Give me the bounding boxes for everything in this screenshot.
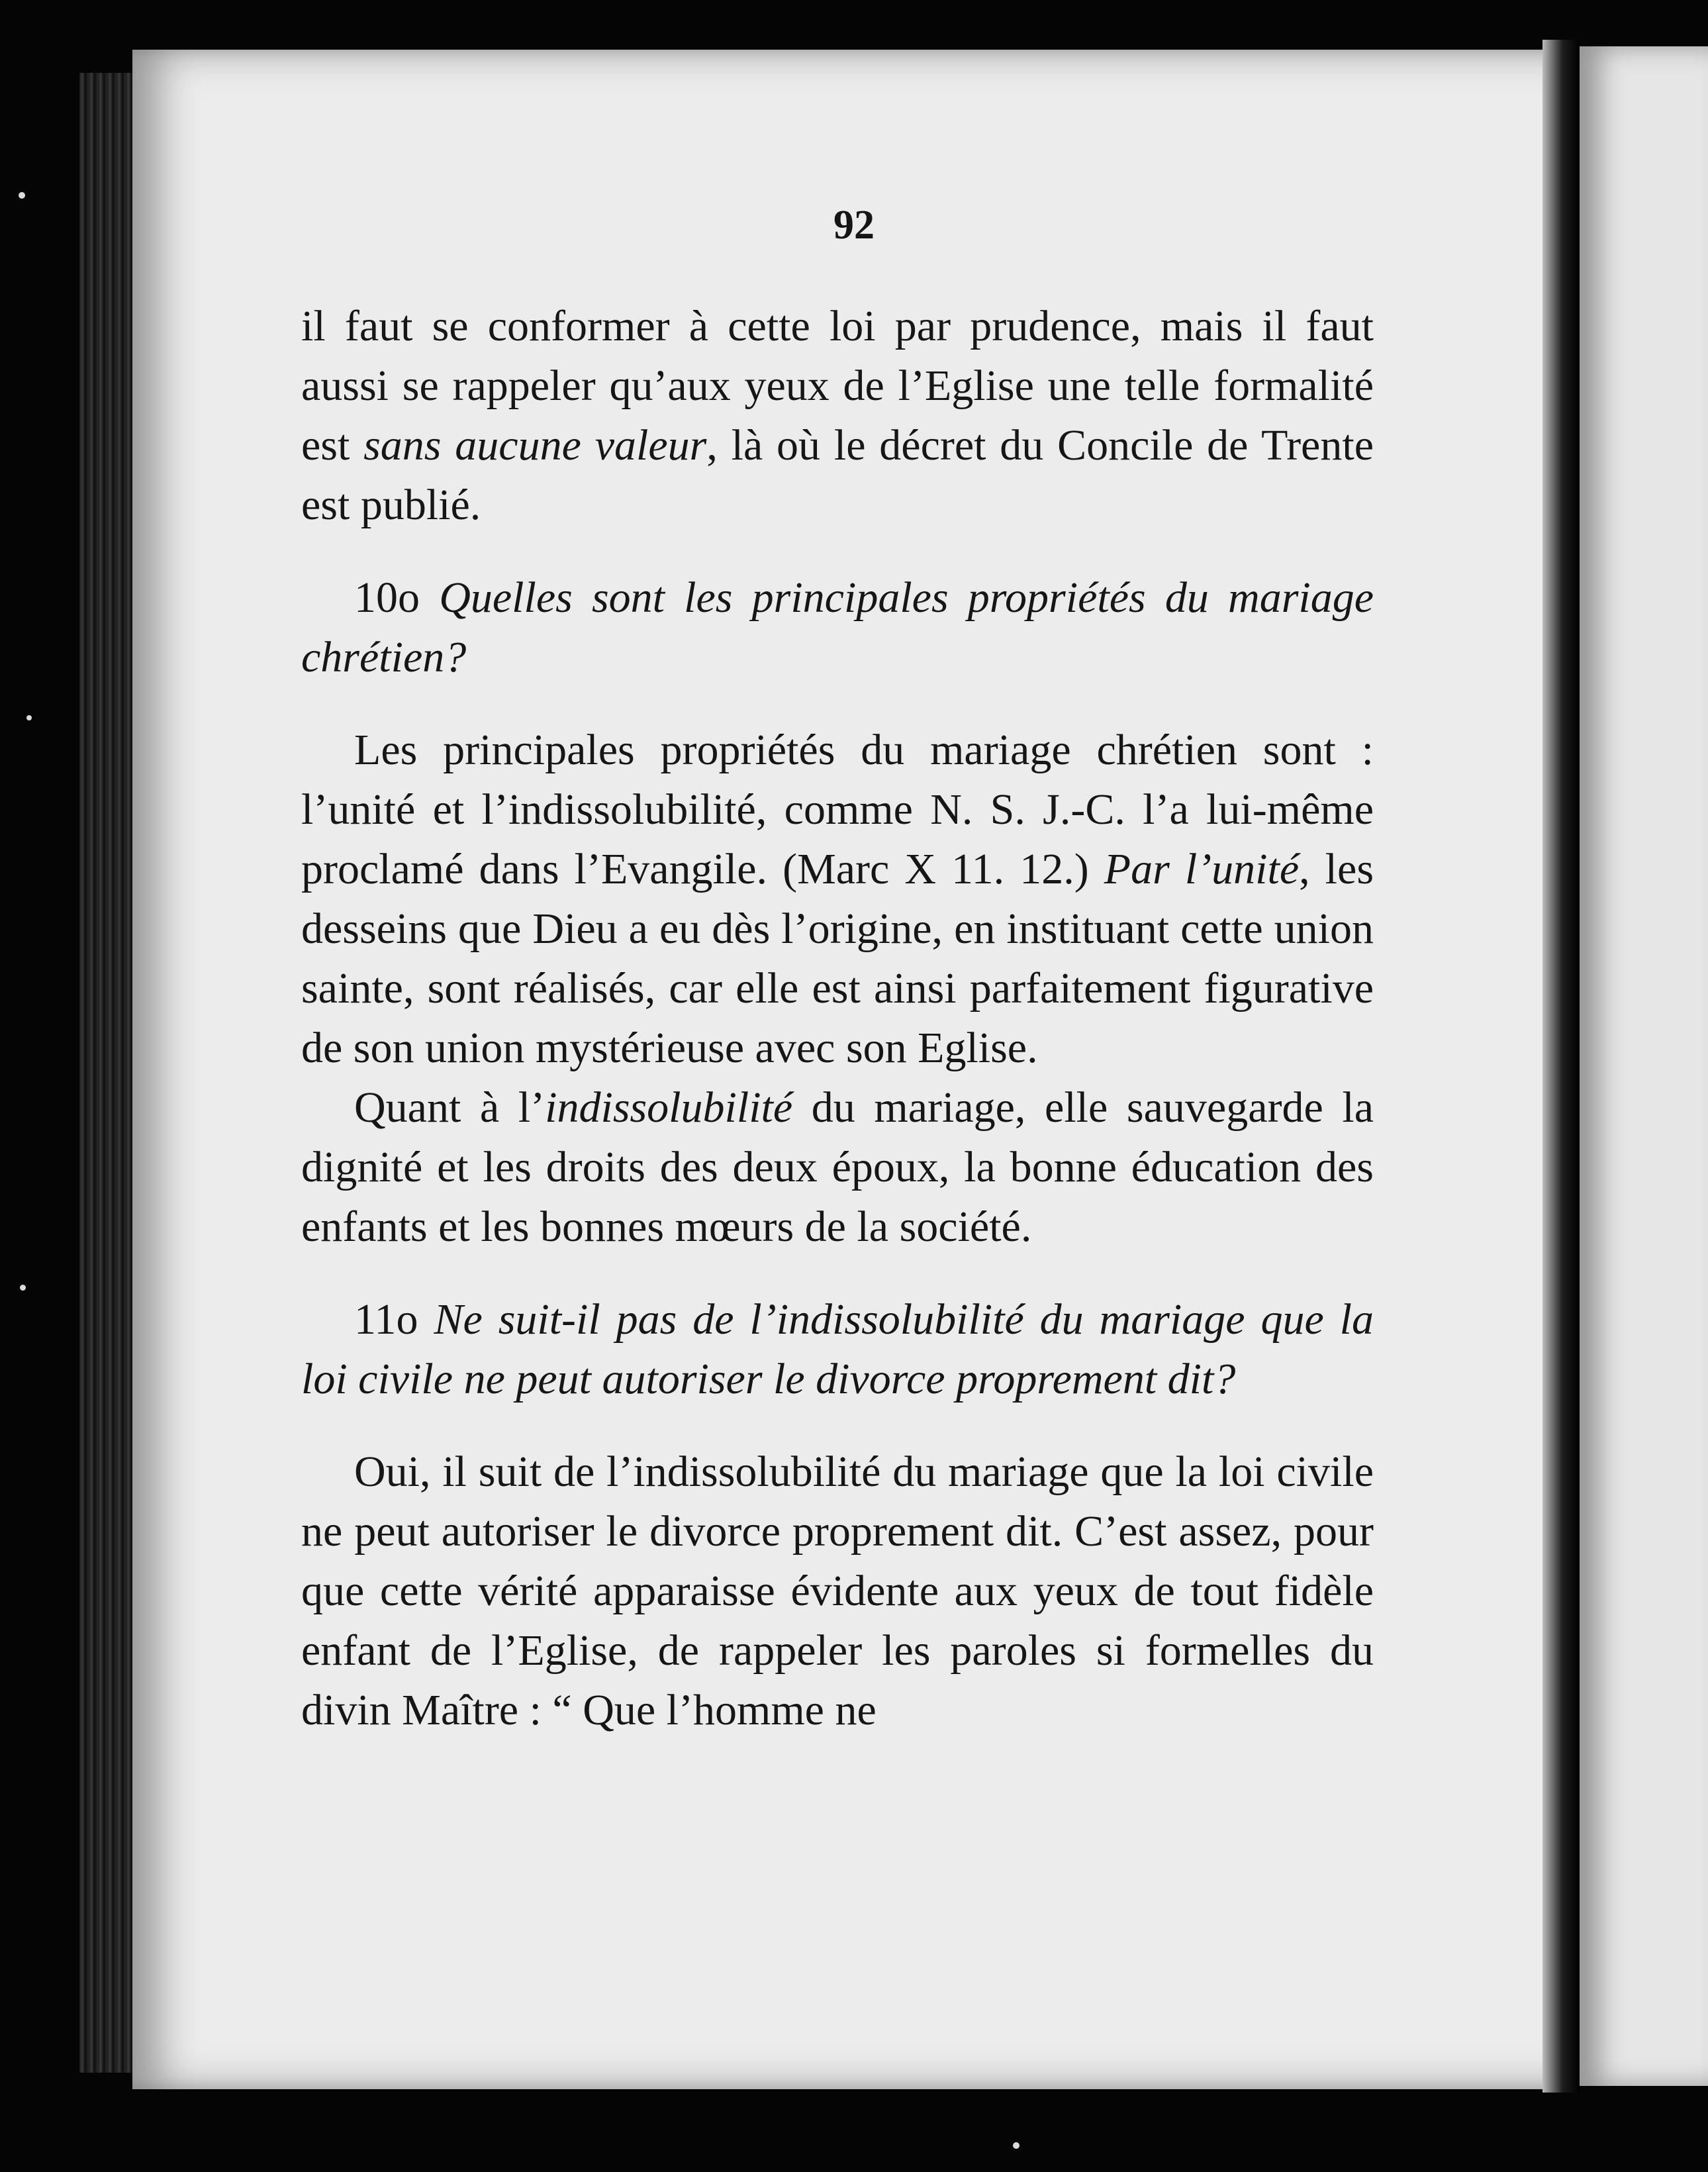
- question-10: [301, 568, 1374, 687]
- question-11-number: 11o: [354, 1295, 434, 1344]
- answer-10-text-start: Les principales propriétés du mariage chrétien sont : l’unité et l’indissolubilité, comme N. S. J.-C. l’a lui-même proclamé dans l’Evangile. (Marc X 11. 12.): [301, 726, 1374, 893]
- answer-10-continued: [301, 1078, 1374, 1257]
- answer-10b-text-start: Quant à l’: [354, 1083, 546, 1132]
- paragraph-intro-text: il faut se conformer à cette loi par prudence, mais il faut aussi se rappeler qu’aux yeux de l’Eglise une telle formalité est: [301, 302, 1374, 469]
- scan-speck: [1013, 2142, 1020, 2149]
- answer-10: [301, 720, 1374, 1078]
- answer-11: [301, 1442, 1374, 1740]
- answer-10b-text-end: du mariage, elle sauvegarde la dignité et les droits des deux époux, la bonne éducation des enfants et les bonnes mœurs de la société.: [301, 1083, 1374, 1251]
- scan-speck: [19, 192, 25, 199]
- paragraph-intro: [301, 297, 1374, 535]
- page-number: 92: [833, 203, 875, 248]
- paragraph-intro-emphasis: sans aucune valeur: [363, 421, 707, 469]
- answer-11-text: Oui, il suit de l’indissolubilité du mariage que la loi civile ne peut autoriser le divorce proprement dit. C’est assez, pour que cette vérité apparaisse évidente aux yeux de tout fidèle enfant de l’Eglise, de rappeler les paroles si formelles du divin Maître : “ Que l’homme ne: [301, 1448, 1374, 1734]
- paragraph-intro-end: , là où le décret du Concile de Trente est publié.: [301, 421, 1374, 529]
- scan-speck: [20, 1285, 26, 1291]
- answer-10-text-end: , les desseins que Dieu a eu dès l’origine, en instituant cette union sainte, sont réalisés, car elle est ainsi parfaitement figurative de son union mystérieuse avec son Eglise.: [301, 845, 1374, 1072]
- question-10-number: 10o: [354, 573, 440, 622]
- question-11: [301, 1290, 1374, 1409]
- scan-speck: [26, 715, 32, 720]
- answer-10-emphasis: Par l’unité: [1104, 845, 1300, 893]
- answer-10b-emphasis: indissolubilité: [545, 1083, 793, 1132]
- page-body: [301, 297, 1374, 1740]
- book-gutter: [1542, 40, 1580, 2093]
- question-10-text: Quelles sont les principales propriétés du mariage chrétien?: [301, 573, 1374, 681]
- facing-page: [1580, 46, 1708, 2086]
- question-11-text: Ne suit-il pas de l’indissolubilité du mariage que la loi civile ne peut autoriser le divorce proprement dit?: [301, 1295, 1374, 1403]
